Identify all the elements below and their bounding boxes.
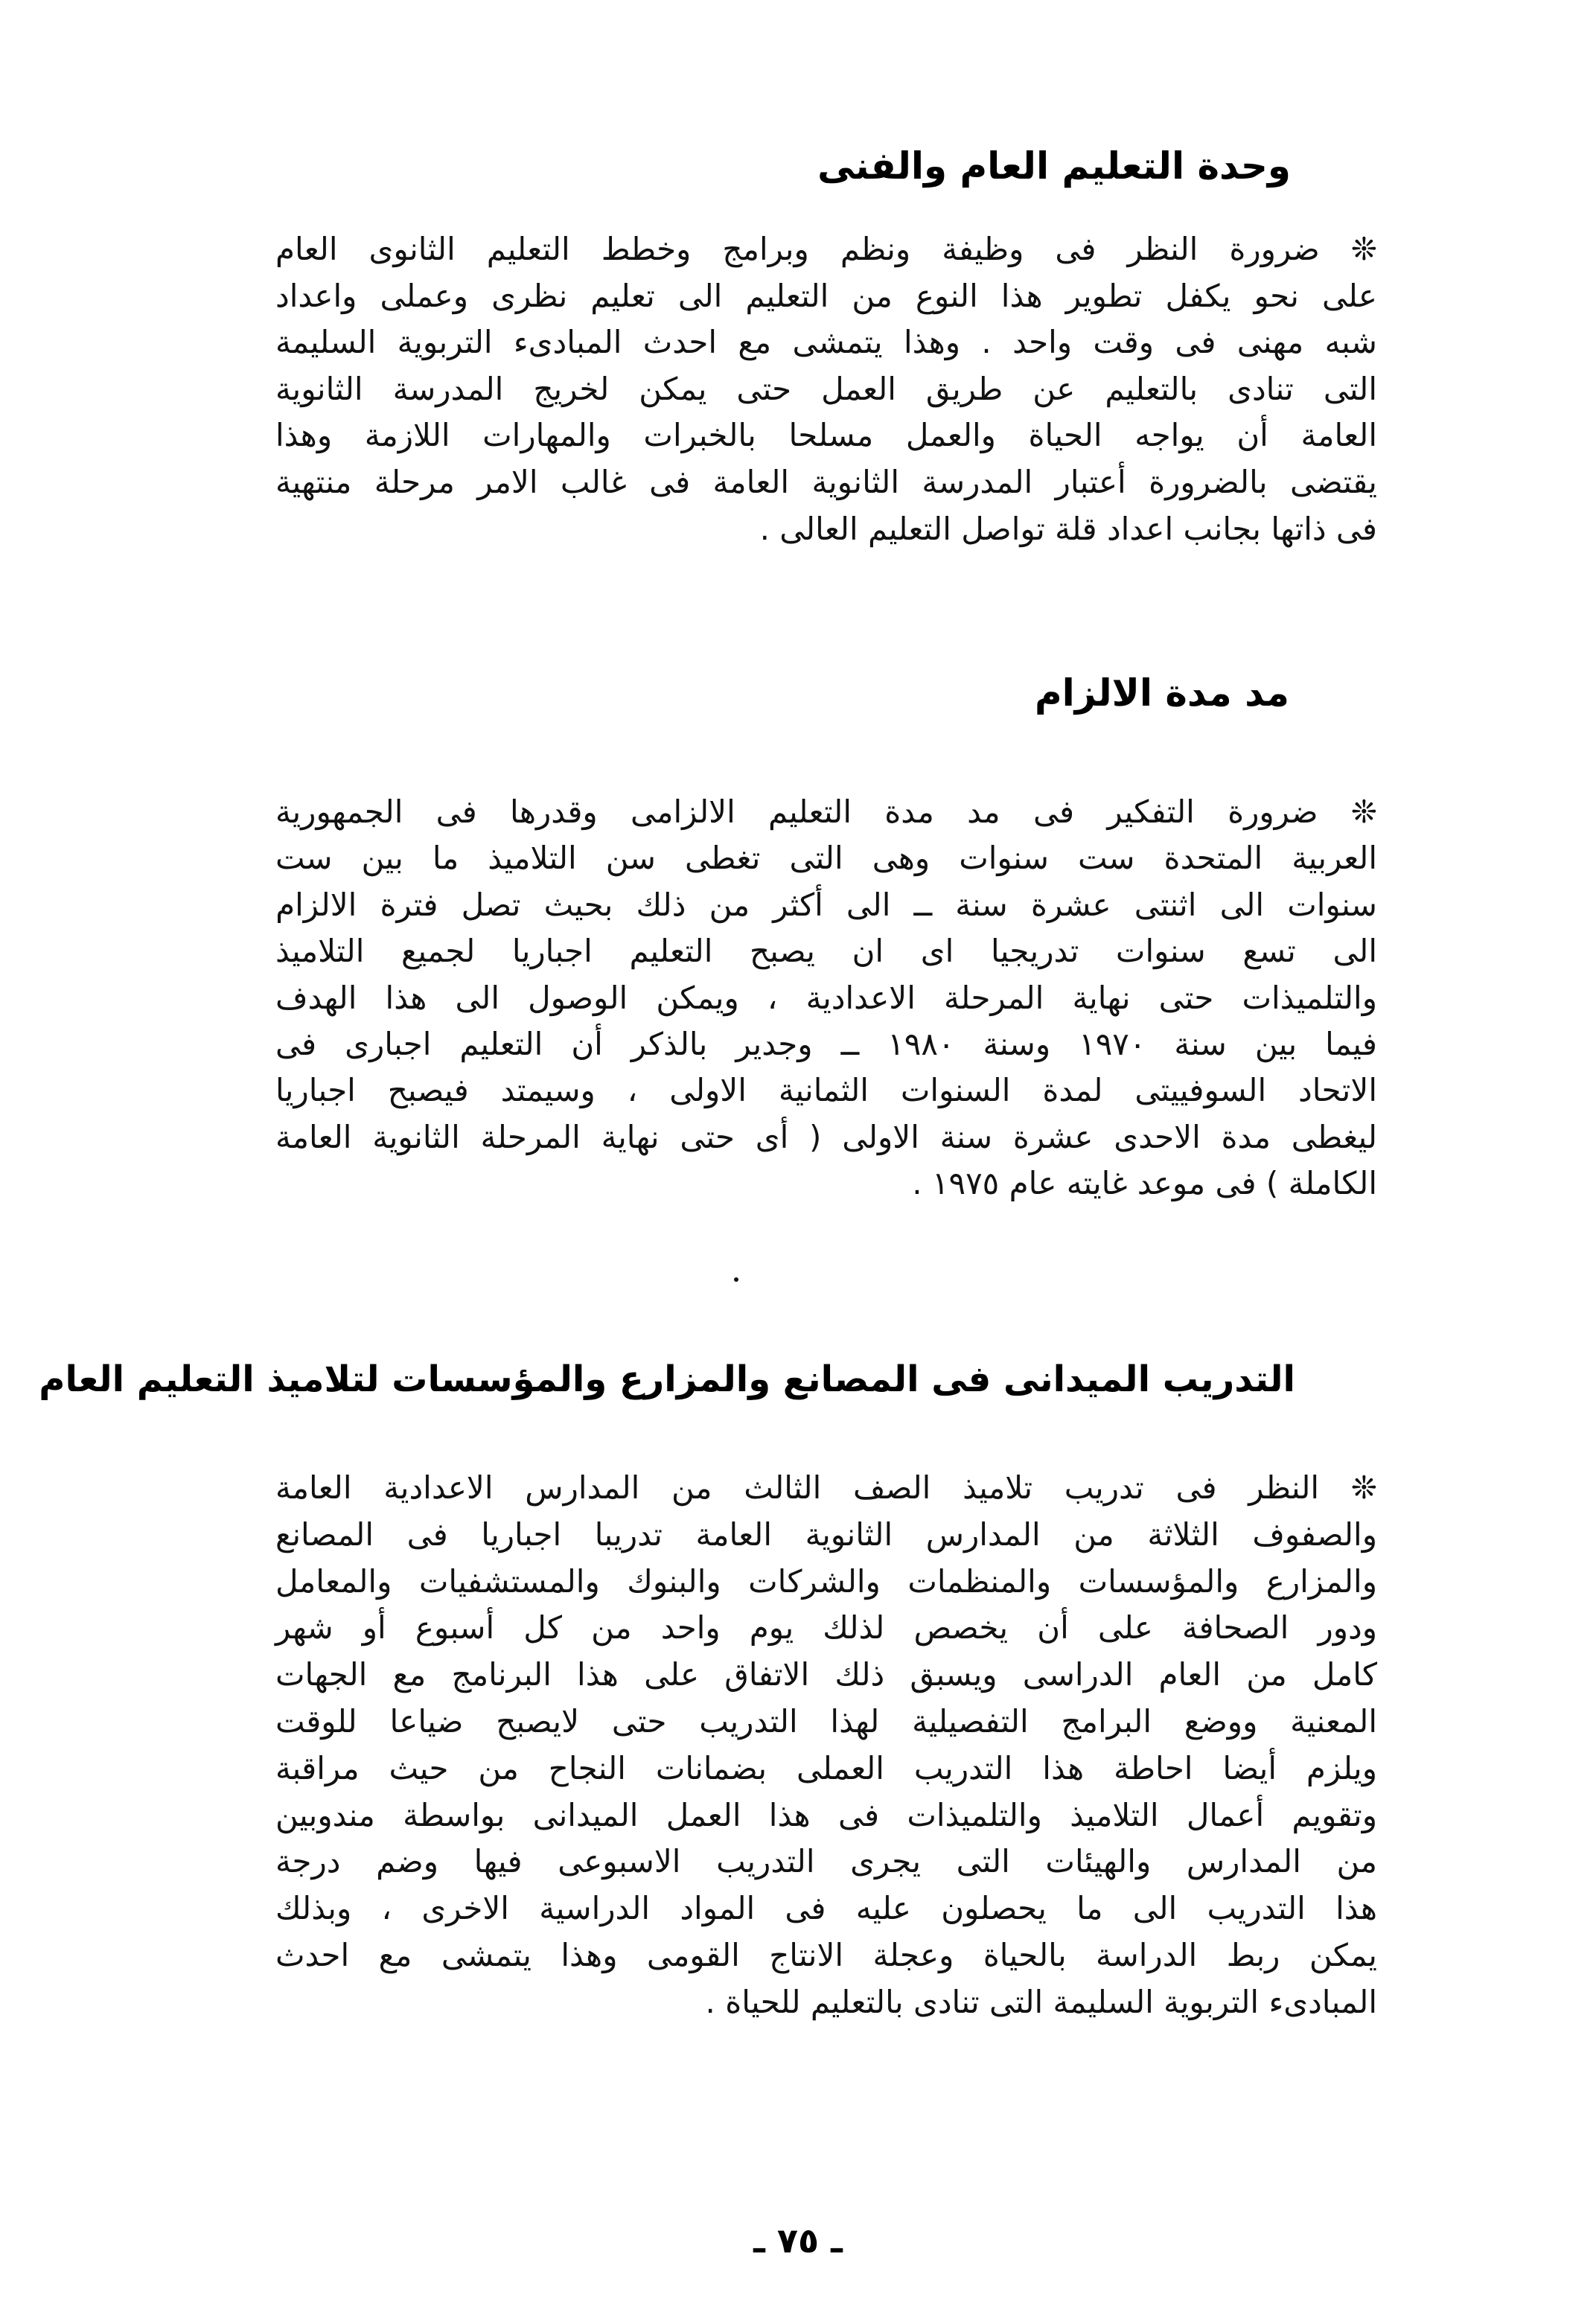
text-line: يمكن ربط الدراسة بالحياة وعجلة الانتاج القومى وهذا يتمشى مع احدث bbox=[275, 1936, 1377, 1973]
paragraph-field-training bbox=[275, 1465, 1377, 2026]
text-line: من المدارس والهيئات التى يجرى التدريب الاسبوعى فيها وضم درجة bbox=[275, 1843, 1377, 1880]
text-line: يقتضى بالضرورة أعتبار المدرسة الثانوية العامة فى غالب الامر مرحلة منتهية bbox=[275, 463, 1377, 500]
text-line: العربية المتحدة ست سنوات وهى التى تغطى سن التلاميذ ما بين ست bbox=[275, 840, 1377, 877]
text-line: ليغطى مدة الاحدى عشرة سنة الاولى ( أى حتى نهاية المرحلة الثانوية العامة bbox=[275, 1118, 1377, 1155]
paragraph-general-secondary-education bbox=[275, 226, 1377, 552]
text-line: فيما بين سنة ١٩٧٠ وسنة ١٩٨٠ ــ وجدير بالذكر أن التعليم اجبارى فى bbox=[275, 1025, 1377, 1062]
text-line: شبه مهنى فى وقت واحد . وهذا يتمشى مع احدث المبادىء التربوية السليمة bbox=[275, 324, 1377, 361]
paragraph-compulsory-education bbox=[275, 789, 1377, 1207]
section-heading-general-technical-education: وحدة التعليم العام والفنى bbox=[817, 144, 1291, 188]
text-line: على نحو يكفل تطوير هذا النوع من التعليم الى تعليم نظرى وعملى واعداد bbox=[275, 277, 1377, 314]
text-line: هذا التدريب الى ما يحصلون عليه فى المواد الدراسية الاخرى ، وبذلك bbox=[275, 1890, 1377, 1927]
text-line: التى تنادى بالتعليم عن طريق العمل حتى يمكن لخريج المدرسة الثانوية bbox=[275, 370, 1377, 407]
text-line: العامة أن يواجه الحياة والعمل مسلحا بالخبرات والمهارات اللازمة وهذا bbox=[275, 417, 1377, 454]
text-line: والمزارع والمؤسسات والمنظمات والشركات والبنوك والمستشفيات والمعامل bbox=[275, 1562, 1377, 1600]
text-line: المبادىء التربوية السليمة التى تنادى بالتعليم للحياة . bbox=[705, 1983, 1377, 2020]
text-line: ❊ النظر فى تدريب تلاميذ الصف الثالث من المدارس الاعدادية العامة bbox=[275, 1469, 1377, 1506]
page-number: ـ ٧٥ ـ bbox=[753, 2220, 843, 2261]
text-line: والصفوف الثلاثة من المدارس الثانوية العامة تدريبا اجباريا فى المصانع bbox=[275, 1516, 1377, 1553]
text-line: ❊ ضرورة النظر فى وظيفة ونظم وبرامج وخطط التعليم الثانوى العام bbox=[275, 231, 1377, 267]
text-line: الاتحاد السوفييتى لمدة السنوات الثمانية الاولى ، وسيمتد فيصبح اجباريا bbox=[275, 1072, 1377, 1109]
text-line: وتقويم أعمال التلاميذ والتلميذات فى هذا العمل الميدانى بواسطة مندوبين bbox=[275, 1796, 1377, 1833]
text-line: والتلميذات حتى نهاية المرحلة الاعدادية ، ويمكن الوصول الى هذا الهدف bbox=[275, 979, 1377, 1016]
text-line: ❊ ضرورة التفكير فى مد مدة التعليم الالزامى وقدرها فى الجمهورية bbox=[275, 793, 1377, 830]
text-line: ودور الصحافة على أن يخصص لذلك يوم واحد من كل أسبوع أو شهر bbox=[275, 1609, 1377, 1647]
text-line: كامل من العام الدراسى ويسبق ذلك الاتفاق على هذا البرنامج مع الجهات bbox=[275, 1656, 1377, 1693]
section-heading-field-training: التدريب الميدانى فى المصانع والمزارع والمؤسسات لتلاميذ التعليم العام bbox=[39, 1358, 1295, 1400]
text-line: الى تسع سنوات تدريجيا اى ان يصبح التعليم اجباريا لجميع التلاميذ bbox=[275, 933, 1377, 970]
scan-speck bbox=[734, 1277, 738, 1282]
text-line: المعنية ووضع البرامج التفصيلية لهذا التدريب حتى لايصبح ضياعا للوقت bbox=[275, 1702, 1377, 1740]
text-line: فى ذاتها بجانب اعداد قلة تواصل التعليم العالى . bbox=[759, 510, 1377, 547]
section-heading-compulsory-period: مد مدة الالزام bbox=[1034, 671, 1289, 715]
text-line: الكاملة ) فى موعد غايته عام ١٩٧٥ . bbox=[912, 1165, 1377, 1202]
text-line: سنوات الى اثنتى عشرة سنة ــ الى أكثر من ذلك بحيث تصل فترة الالزام bbox=[275, 886, 1377, 923]
text-line: ويلزم أيضا احاطة هذا التدريب العملى بضمانات النجاح من حيث مراقبة bbox=[275, 1749, 1377, 1786]
